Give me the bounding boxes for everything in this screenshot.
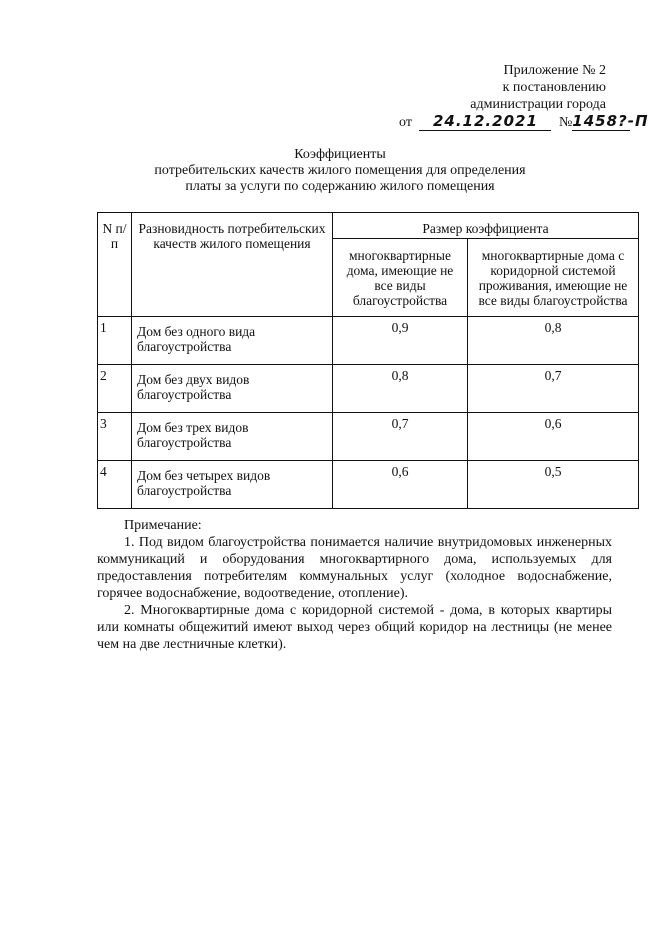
row-value-2: 0,5: [468, 461, 639, 509]
appendix-authority: администрации города: [470, 97, 606, 112]
row-value-1: 0,9: [333, 317, 468, 365]
row-value-1: 0,8: [333, 365, 468, 413]
row-value-1: 0,7: [333, 413, 468, 461]
handwritten-number: 1458?-П: [572, 112, 649, 130]
header-kind: Разновидность потребительских качеств жилого помещения: [132, 213, 333, 317]
appendix-header: [470, 62, 606, 113]
note-item-2: 2. Многоквартирные дома с коридорной системой - дома, в которых квартиры или комнаты общежитий имеют выход через общий коридор на лестницы (не менее чем на две лестничные клетки).: [97, 603, 612, 652]
row-number: 3: [98, 413, 132, 461]
table-row: [98, 413, 639, 461]
row-number: 4: [98, 461, 132, 509]
row-number: 1: [98, 317, 132, 365]
coefficients-table: [97, 212, 639, 509]
row-name: Дом без четырех видов благоустройства: [132, 461, 333, 509]
row-value-1: 0,6: [333, 461, 468, 509]
appendix-reference: к постановлению: [502, 80, 606, 95]
row-number: 2: [98, 365, 132, 413]
document-title: [60, 147, 620, 195]
notes-heading: Примечание:: [124, 518, 202, 533]
header-corridor-buildings: многоквартирные дома с коридорной системой проживания, имеющие не все виды благоустройства: [468, 239, 639, 317]
table-row: [98, 317, 639, 365]
title-line-2: потребительских качеств жилого помещения для определения: [154, 163, 526, 178]
from-label: от: [399, 115, 412, 130]
header-size: Размер коэффициента: [333, 213, 639, 239]
table-header-row: [98, 213, 639, 239]
decree-date-number: [399, 112, 649, 131]
title-line-1: Коэффициенты: [294, 147, 386, 162]
appendix-title: Приложение № 2: [503, 63, 606, 78]
row-value-2: 0,8: [468, 317, 639, 365]
row-name: Дом без одного вида благоустройства: [132, 317, 333, 365]
table-row: [98, 461, 639, 509]
notes-section: [97, 517, 612, 653]
row-name: Дом без трех видов благоустройства: [132, 413, 333, 461]
handwritten-date: 24.12.2021: [419, 112, 551, 131]
header-apartment-buildings: многоквартирные дома, имеющие не все виды благоустройства: [333, 239, 468, 317]
row-name: Дом без двух видов благоустройства: [132, 365, 333, 413]
title-line-3: платы за услуги по содержанию жилого помещения: [185, 179, 495, 194]
number-label: №: [558, 115, 573, 130]
note-item-1: 1. Под видом благоустройства понимается наличие внутридомовых инженерных коммуникаций и оборудования многоквартирного дома, используемых для предоставления потребителям коммунальных услуг (холодное водоснабжение, горячее водоснабжение, водоотведение, отопление).: [97, 535, 612, 601]
header-number: N п/п: [98, 213, 132, 317]
row-value-2: 0,6: [468, 413, 639, 461]
table-row: [98, 365, 639, 413]
row-value-2: 0,7: [468, 365, 639, 413]
